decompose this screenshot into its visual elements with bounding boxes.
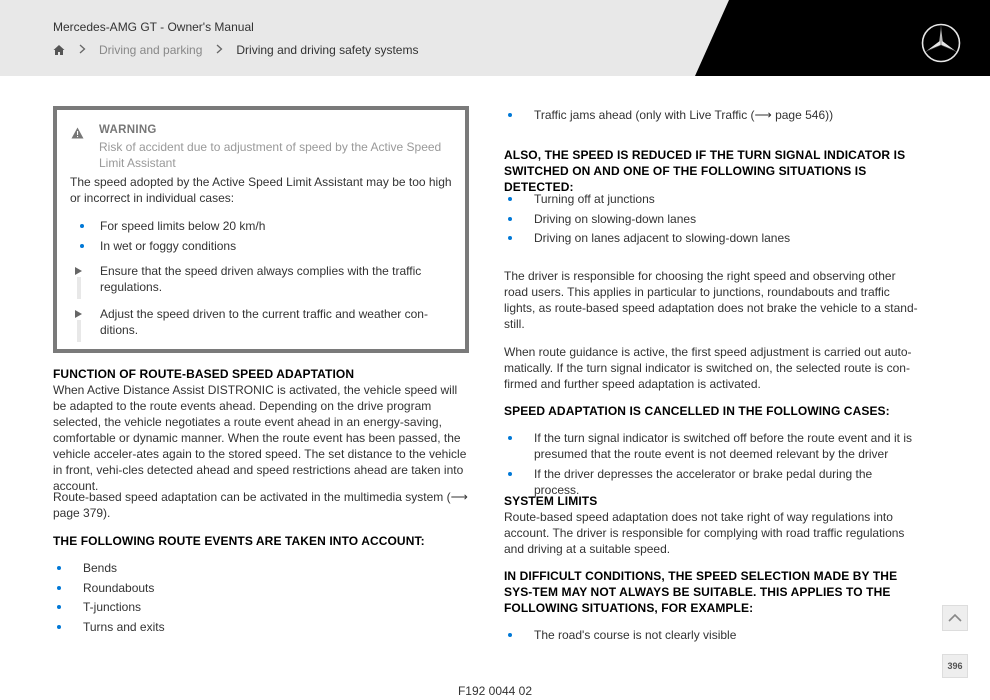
list-item-text: If the turn signal indicator is switched off before the route event and it is presumed that the route event is not deemed relevant by the driver — [534, 431, 912, 461]
route-guidance-paragraph: When route guidance is active, the first speed adjustment is carried out auto-matically. If the turn signal indicator is switched on, the selected route is con-firmed and further speed adaptation is activated. — [504, 345, 912, 391]
bullet-icon — [80, 224, 84, 228]
bullet-icon — [57, 586, 61, 590]
list-item-text: Roundabouts — [83, 580, 155, 595]
list-item — [70, 238, 460, 258]
function-paragraph: When Active Distance Assist DISTRONIC is activated, the vehicle speed will be adapted to the route events ahead. Depending on the drive program selected, the vehicle negotiates a route event ahead in an energy-saving, comfortable or dynamic manner. When the route event has been passed, the vehicle acceler-ates again to the stored speed. The set distance to the vehicle in front, vehi-cles detected ahead and speed restrictions ahead are taken into account. — [53, 383, 467, 493]
bullet-icon — [508, 472, 512, 476]
chevron-right-icon — [75, 43, 89, 57]
list-item-text: In wet or foggy conditions — [100, 239, 237, 253]
breadcrumb — [53, 43, 418, 57]
warning-title: WARNING — [99, 124, 157, 136]
mercedes-star-logo-icon — [921, 23, 961, 63]
list-item-text: Traffic jams ahead (only with Live Traffic (⟶ page 546)) — [534, 108, 834, 122]
bullet-icon — [508, 217, 512, 221]
bullet-icon — [508, 436, 512, 440]
list-item-text: Turning off at junctions — [534, 192, 655, 206]
bullet-icon — [57, 625, 61, 629]
system-limits-paragraph: Route-based speed adaptation does not take right of way regulations into account. The driver is responsible for complying with road traffic regulations and driving at a suitable speed. — [504, 510, 905, 556]
list-item-text: Turns and exits — [83, 619, 165, 634]
document-title: Mercedes-AMG GT - Owner's Manual — [53, 20, 254, 34]
list-item — [53, 599, 468, 615]
list-item — [53, 619, 468, 635]
list-item-text: T-junctions — [83, 600, 142, 614]
step-divider — [77, 277, 81, 299]
section-heading-system-limits: SYSTEM LIMITS — [504, 494, 598, 508]
section-heading-cancelled: SPEED ADAPTATION IS CANCELLED IN THE FOLLOWING CASES: — [504, 404, 890, 418]
traffic-list — [504, 107, 919, 127]
warning-list — [70, 218, 460, 258]
step-text: Ensure that the speed driven always complies with the traffic regulations. — [100, 264, 422, 294]
instruction-step — [70, 263, 460, 295]
breadcrumb-item-driving-parking[interactable]: Driving and parking — [99, 43, 203, 57]
list-item — [53, 560, 468, 576]
list-item — [504, 191, 919, 207]
section-heading-difficult-conditions: IN DIFFICULT CONDITIONS, THE SPEED SELECTION MADE BY THE SYS-TEM MAY NOT ALWAYS BE SUITABLE. THIS APPLIES TO THE FOLLOWING SITUATIONS, FOR EXAMPLE: — [504, 569, 898, 615]
list-item — [70, 218, 460, 238]
play-arrow-icon — [75, 264, 83, 274]
step-divider — [77, 320, 81, 342]
page-number-button[interactable]: 396 — [942, 654, 968, 678]
list-item — [504, 627, 919, 643]
warning-subtitle: Risk of accident due to adjustment of speed by the Active Speed Limit Assistant — [99, 140, 442, 170]
list-item — [504, 230, 919, 246]
list-item-text: Bends — [83, 561, 118, 575]
list-item-text: The road's course is not clearly visible — [534, 628, 737, 642]
bullet-icon — [508, 197, 512, 201]
route-events-list — [53, 560, 468, 638]
instruction-step — [70, 306, 460, 338]
section-heading-function: FUNCTION OF ROUTE-BASED SPEED ADAPTATION — [53, 367, 355, 381]
list-item — [53, 580, 468, 596]
footer-code: F192 0044 02 — [457, 684, 533, 698]
page-header — [0, 0, 990, 76]
breadcrumb-item-safety-systems[interactable]: Driving and driving safety systems — [236, 43, 419, 57]
bullet-icon — [80, 244, 84, 248]
section-heading-events: THE FOLLOWING ROUTE EVENTS ARE TAKEN INTO ACCOUNT: — [53, 534, 425, 548]
scroll-to-top-button[interactable] — [942, 605, 968, 631]
list-item-text: For speed limits below 20 km/h — [100, 219, 266, 233]
warning-box — [53, 106, 469, 353]
warning-steps — [70, 263, 460, 349]
warning-text: The speed adopted by the Active Speed Limit Assistant may be too high or incorrect in individual cases: — [70, 175, 452, 205]
list-item[interactable] — [504, 107, 919, 123]
list-item — [504, 211, 919, 227]
cancelled-list — [504, 430, 919, 501]
step-text: Adjust the speed driven to the current traffic and weather con-ditions. — [100, 307, 428, 337]
bullet-icon — [57, 605, 61, 609]
bullet-icon — [508, 113, 512, 117]
turn-signal-list — [504, 191, 919, 250]
play-arrow-icon — [75, 307, 83, 317]
bullet-icon — [508, 633, 512, 637]
activation-paragraph[interactable]: Route-based speed adaptation can be activated in the multimedia system (⟶ page 379). — [53, 490, 468, 520]
bullet-icon — [508, 236, 512, 240]
section-heading-turn-signal: ALSO, THE SPEED IS REDUCED IF THE TURN SIGNAL INDICATOR IS SWITCHED ON AND ONE OF THE FOLLOWING SITUATIONS IS DETECTED: — [504, 148, 906, 194]
bullet-icon — [57, 566, 61, 570]
list-item-text: Driving on slowing-down lanes — [534, 211, 697, 226]
home-icon[interactable] — [53, 44, 65, 56]
warning-triangle-icon — [71, 127, 83, 139]
list-item — [504, 430, 919, 462]
chevron-up-icon — [948, 611, 962, 625]
list-item-text: If the driver depresses the accelerator or brake pedal during the process. — [534, 466, 873, 497]
difficult-conditions-list — [504, 627, 919, 647]
list-item-text: Driving on lanes adjacent to slowing-down lanes — [534, 231, 791, 245]
chevron-right-icon — [212, 43, 226, 57]
driver-responsibility-paragraph: The driver is responsible for choosing the right speed and observing other road users. This applies in particular to junctions, roundabouts and traffic lights, as route-based speed adaptation does not brake the vehicle to a stand-still. — [504, 269, 918, 331]
